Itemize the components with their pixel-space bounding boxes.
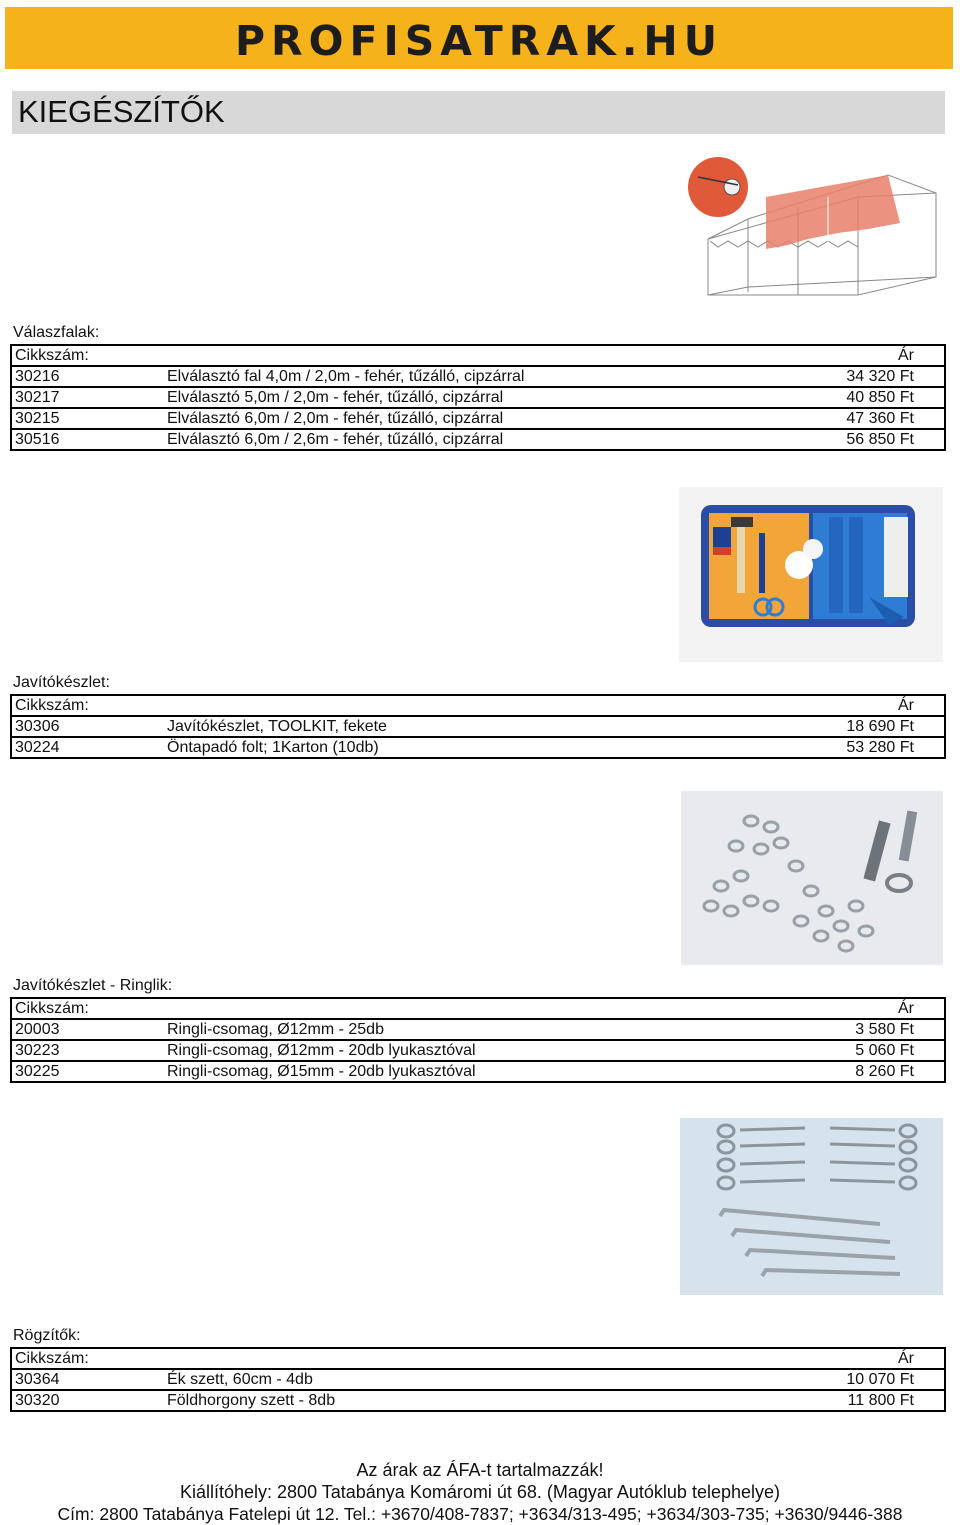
product-code: 30364 — [11, 1369, 164, 1390]
product-desc: Ringli-csomag, Ø12mm - 20db lyukasztóval — [164, 1040, 731, 1061]
table-header-row — [11, 695, 945, 716]
column-header-price: Ár — [731, 345, 945, 366]
footer-vat-note: Az árak az ÁFA-t tartalmazzák! — [356, 1460, 604, 1480]
product-code: 30224 — [11, 737, 164, 758]
column-header-desc — [164, 695, 731, 716]
product-price: 47 360 Ft — [731, 408, 945, 429]
product-code: 30215 — [11, 408, 164, 429]
toolkit-image — [679, 487, 943, 662]
footer-contact: Cím: 2800 Tatabánya Fatelepi út 12. Tel.: +3670/408-7837; +3634/313-495; +3634/303-735; +3630/9446-388 — [57, 1504, 903, 1524]
product-code: 30225 — [11, 1061, 164, 1082]
column-header-price: Ár — [731, 1348, 945, 1369]
table-row — [11, 366, 945, 387]
grommets-table — [10, 997, 946, 1083]
section-label-fasteners: Rögzítők: — [13, 1327, 81, 1344]
product-desc: Földhorgony szett - 8db — [164, 1390, 731, 1411]
header-banner — [5, 7, 953, 69]
table-row — [11, 429, 945, 450]
product-desc: Elválasztó 5,0m / 2,0m - fehér, tűzálló, cipzárral — [164, 387, 731, 408]
product-price: 56 850 Ft — [731, 429, 945, 450]
product-code: 30217 — [11, 387, 164, 408]
section-label-grommets: Javítókészlet - Ringlik: — [13, 977, 173, 994]
product-desc: Öntapadó folt; 1Karton (10db) — [164, 737, 731, 758]
product-code: 30516 — [11, 429, 164, 450]
product-desc: Elválasztó 6,0m / 2,6m - fehér, tűzálló, cipzárral — [164, 429, 731, 450]
column-header-code: Cikkszám: — [11, 998, 164, 1019]
grommets-image — [681, 791, 943, 965]
product-code: 30320 — [11, 1390, 164, 1411]
table-header-row — [11, 1348, 945, 1369]
product-price: 40 850 Ft — [731, 387, 945, 408]
product-desc: Elválasztó 6,0m / 2,0m - fehér, tűzálló, cipzárral — [164, 408, 731, 429]
footer-showroom: Kiállítóhely: 2800 Tatabánya Komáromi út 68. (Magyar Autóklub telephelye) — [179, 1482, 781, 1502]
product-desc: Ringli-csomag, Ø15mm - 20db lyukasztóval — [164, 1061, 731, 1082]
product-code: 30306 — [11, 716, 164, 737]
column-header-code: Cikkszám: — [11, 1348, 164, 1369]
product-price: 5 060 Ft — [731, 1040, 945, 1061]
product-price: 18 690 Ft — [731, 716, 945, 737]
fasteners-table — [10, 1347, 946, 1412]
section-label-dividers: Válaszfalak: — [13, 324, 100, 341]
product-code: 20003 — [11, 1019, 164, 1040]
product-price: 10 070 Ft — [731, 1369, 945, 1390]
tent-divider-image — [688, 157, 940, 297]
section-label-repair-kit: Javítókészlet: — [13, 674, 110, 691]
column-header-desc — [164, 1348, 731, 1369]
column-header-code: Cikkszám: — [11, 695, 164, 716]
product-price: 11 800 Ft — [731, 1390, 945, 1411]
column-header-desc — [164, 998, 731, 1019]
product-price: 34 320 Ft — [731, 366, 945, 387]
table-row — [11, 1040, 945, 1061]
product-code: 30216 — [11, 366, 164, 387]
table-row — [11, 1390, 945, 1411]
table-row — [11, 1061, 945, 1082]
product-price: 8 260 Ft — [731, 1061, 945, 1082]
product-code: 30223 — [11, 1040, 164, 1061]
table-header-row — [11, 345, 945, 366]
table-row — [11, 716, 945, 737]
table-row — [11, 408, 945, 429]
table-header-row — [11, 998, 945, 1019]
repair-kit-table — [10, 694, 946, 759]
table-row — [11, 387, 945, 408]
site-logo[interactable]: PROFISATRAK.HU — [234, 17, 724, 65]
pegs-anchors-image — [680, 1118, 943, 1295]
table-row — [11, 737, 945, 758]
product-desc: Ringli-csomag, Ø12mm - 25db — [164, 1019, 731, 1040]
product-desc: Elválasztó fal 4,0m / 2,0m - fehér, tűzálló, cipzárral — [164, 366, 731, 387]
product-desc: Ék szett, 60cm - 4db — [164, 1369, 731, 1390]
product-price: 53 280 Ft — [731, 737, 945, 758]
column-header-price: Ár — [731, 695, 945, 716]
page-title: KIEGÉSZÍTŐK — [18, 94, 225, 129]
table-row — [11, 1369, 945, 1390]
table-row — [11, 1019, 945, 1040]
column-header-code: Cikkszám: — [11, 345, 164, 366]
column-header-price: Ár — [731, 998, 945, 1019]
product-desc: Javítókészlet, TOOLKIT, fekete — [164, 716, 731, 737]
title-bar — [12, 91, 945, 134]
product-price: 3 580 Ft — [731, 1019, 945, 1040]
dividers-table — [10, 344, 946, 451]
column-header-desc — [164, 345, 731, 366]
